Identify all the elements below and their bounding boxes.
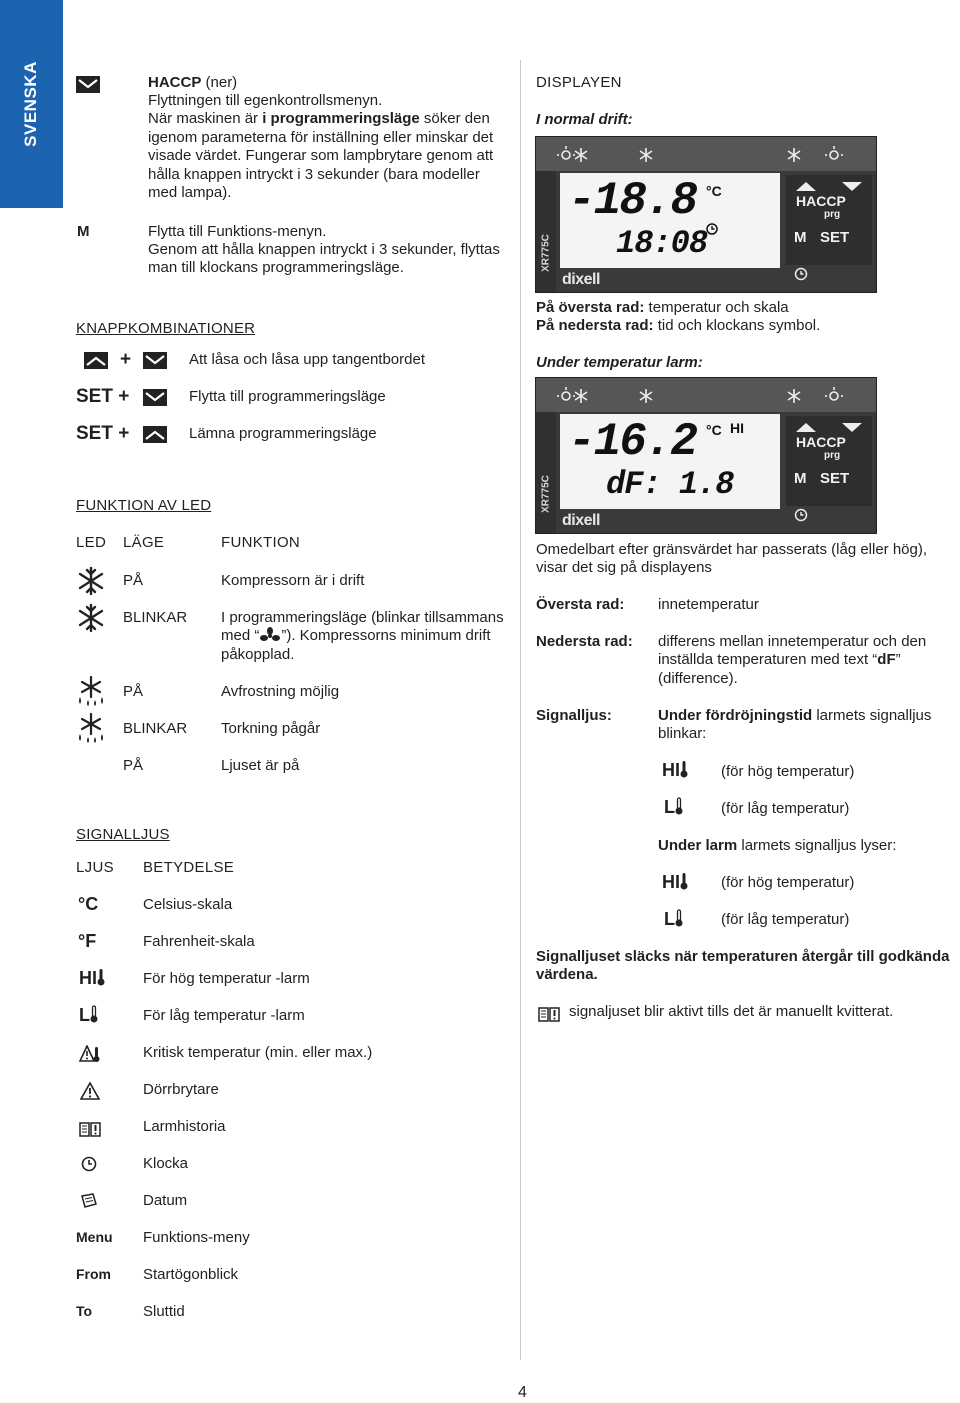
brand-logo: dixell bbox=[562, 512, 600, 529]
lcd-unit: °C bbox=[706, 422, 722, 438]
led-col-led: LED bbox=[76, 534, 107, 551]
delay-low: (för låg temperatur) bbox=[721, 800, 850, 817]
prg-label: prg bbox=[824, 209, 841, 220]
delay-line1: Under fördröjningstid larmets signalljus bbox=[658, 707, 932, 724]
to-icon: To bbox=[76, 1303, 93, 1319]
m-key-label: M bbox=[77, 223, 90, 240]
led-row2-func1: I programmeringsläge (blinkar tillsammans bbox=[221, 609, 504, 626]
keypad bbox=[786, 416, 872, 506]
thermometer-icon bbox=[680, 872, 688, 890]
signal-col-meaning: BETYDELSE bbox=[143, 859, 235, 876]
combo1-text: Att låsa och låsa upp tangentbordet bbox=[189, 351, 426, 368]
defrost-icon bbox=[76, 675, 106, 707]
thermometer-icon bbox=[675, 909, 683, 927]
combo1-plus: + bbox=[120, 349, 132, 370]
high-temp-icon: HI bbox=[662, 872, 688, 893]
calendar-icon bbox=[80, 1192, 98, 1208]
brand-logo: dixell bbox=[562, 271, 600, 288]
signal-row4: För låg temperatur -larm bbox=[143, 1007, 305, 1024]
prg-label: prg bbox=[824, 450, 841, 461]
desc-top: På översta rad: temperatur och skala bbox=[536, 299, 789, 316]
haccp-line1: Flyttningen till egenkontrollsmenyn. bbox=[148, 92, 383, 109]
haccp-line5: hålla knappen intryckt i 3 sekunder (bara modeller bbox=[148, 166, 480, 183]
led-row5-func: Ljuset är på bbox=[221, 757, 300, 774]
display-panel-normal bbox=[535, 136, 877, 293]
keypad bbox=[786, 175, 872, 265]
led-strip bbox=[536, 137, 876, 171]
lcd-screen bbox=[560, 173, 780, 268]
m-button[interactable]: M bbox=[794, 470, 807, 487]
led-indicators bbox=[556, 386, 876, 406]
set-button[interactable]: SET bbox=[820, 229, 850, 246]
led-row3-func: Avfrostning möjlig bbox=[221, 683, 340, 700]
signal-row2: Fahrenheit-skala bbox=[143, 933, 255, 950]
haccp-button[interactable]: HACCP bbox=[796, 434, 846, 450]
lcd-bottom-row: 18:08 bbox=[616, 225, 708, 262]
m-line1: Flytta till Funktions-menyn. bbox=[148, 223, 327, 240]
led-row2-mode: BLINKAR bbox=[123, 609, 188, 626]
off-line1: Signalljuset släcks när temperaturen återgår till godkända bbox=[536, 948, 950, 965]
led-row1-func: Kompressorn är i drift bbox=[221, 572, 365, 589]
delay-line2: blinkar: bbox=[658, 725, 707, 742]
arrow-keys[interactable] bbox=[792, 420, 868, 434]
signal-row7: Larmhistoria bbox=[143, 1118, 226, 1135]
signal-col-light: LJUS bbox=[76, 859, 114, 876]
signal-row9: Datum bbox=[143, 1192, 188, 1209]
signal-label: Signalljus: bbox=[536, 707, 612, 724]
led-row2-func3: påkopplad. bbox=[221, 646, 295, 663]
thermometer-icon bbox=[675, 797, 683, 815]
low-temp-icon: L bbox=[664, 909, 683, 930]
m-line3: man till klockans programmeringsläge. bbox=[148, 259, 404, 276]
book-text: signaljuset blir aktivt tills det är manuellt kvitterat. bbox=[569, 1003, 894, 1020]
book-icon bbox=[79, 1121, 101, 1137]
up-key-icon bbox=[84, 352, 108, 369]
fan-icon bbox=[259, 627, 281, 643]
haccp-line6: med lampa). bbox=[148, 184, 232, 201]
combo2-set: SET + bbox=[76, 386, 130, 407]
column-divider bbox=[520, 60, 521, 1360]
led-row2-func2: med “ ”). Kompressorns minimum drift bbox=[221, 627, 491, 644]
model-label: XR775C bbox=[540, 234, 552, 272]
signal-row3: För hög temperatur -larm bbox=[143, 970, 310, 987]
clock-icon bbox=[81, 1156, 97, 1172]
down-key-icon bbox=[76, 76, 100, 93]
signal-row6: Dörrbrytare bbox=[143, 1081, 219, 1098]
top-row-value: innetemperatur bbox=[658, 596, 759, 613]
display-header: DISPLAYEN bbox=[536, 74, 622, 91]
lcd-bottom-row: dF: 1.8 bbox=[606, 466, 734, 503]
warning-icon bbox=[80, 1082, 100, 1100]
alarm-low: (för låg temperatur) bbox=[721, 911, 850, 928]
haccp-line2: När maskinen är i programmeringsläge söker den bbox=[148, 110, 490, 127]
desc-bottom: På nedersta rad: tid och klockans symbol. bbox=[536, 317, 821, 334]
haccp-line4: visade värdet. Fungerar som lampbrytare genom att bbox=[148, 147, 494, 164]
alarm-label: Under temperatur larm: bbox=[536, 354, 703, 371]
down-key-icon bbox=[143, 352, 167, 369]
signal-row10: Funktions-meny bbox=[143, 1229, 250, 1246]
defrost-icon bbox=[76, 712, 106, 744]
display-panel-alarm bbox=[535, 377, 877, 534]
model-label: XR775C bbox=[540, 475, 552, 513]
set-button[interactable]: SET bbox=[820, 470, 850, 487]
signal-header: SIGNALLJUS bbox=[76, 826, 170, 843]
snowflake-icon bbox=[76, 603, 106, 633]
signal-row8: Klocka bbox=[143, 1155, 189, 1172]
led-row3-mode: PÅ bbox=[123, 683, 144, 700]
lcd-high-alarm: HI bbox=[730, 420, 744, 436]
after-line2: visar det sig på displayens bbox=[536, 559, 712, 576]
combos-header: KNAPPKOMBINATIONER bbox=[76, 320, 256, 337]
signal-row5: Kritisk temperatur (min. eller max.) bbox=[143, 1044, 373, 1061]
led-row4-func: Torkning pågår bbox=[221, 720, 321, 737]
lcd-top-row: -18.8 bbox=[568, 175, 697, 227]
bottom-row-label: Nedersta rad: bbox=[536, 633, 633, 650]
bottom-row-v3: (difference). bbox=[658, 670, 738, 687]
high-temp-icon: HI bbox=[79, 968, 105, 989]
led-row4-mode: BLINKAR bbox=[123, 720, 188, 737]
delay-high: (för hög temperatur) bbox=[721, 763, 855, 780]
language-tab bbox=[0, 0, 63, 208]
page-number: 4 bbox=[518, 1384, 527, 1401]
m-button[interactable]: M bbox=[794, 229, 807, 246]
low-temp-icon: L bbox=[664, 797, 683, 818]
thermometer-icon bbox=[97, 968, 105, 986]
led-row1-mode: PÅ bbox=[123, 572, 144, 589]
clock-button-icon[interactable] bbox=[794, 508, 808, 522]
led-indicators bbox=[556, 145, 876, 165]
signal-row11: Startögonblick bbox=[143, 1266, 239, 1283]
thermometer-icon bbox=[90, 1005, 98, 1023]
led-strip bbox=[536, 378, 876, 412]
critical-temp-icon bbox=[79, 1045, 101, 1063]
top-row-label: Översta rad: bbox=[536, 596, 625, 613]
lcd-top-row: -16.2 bbox=[568, 416, 697, 468]
signal-row1: Celsius-skala bbox=[143, 896, 233, 913]
high-temp-icon: HI bbox=[662, 760, 688, 781]
snowflake-icon bbox=[76, 566, 106, 596]
fahrenheit-icon: °F bbox=[78, 931, 97, 951]
down-key-icon bbox=[143, 389, 167, 406]
alarm-line: Under larm larmets signalljus lyser: bbox=[658, 837, 897, 854]
haccp-title: HACCP (ner) bbox=[148, 74, 238, 91]
arrow-keys[interactable] bbox=[792, 179, 868, 193]
led-header: FUNKTION AV LED bbox=[76, 497, 212, 514]
combo2-text: Flytta till programmeringsläge bbox=[189, 388, 386, 405]
signal-row12: Sluttid bbox=[143, 1303, 185, 1320]
up-key-icon bbox=[143, 426, 167, 443]
combo3-set: SET + bbox=[76, 423, 130, 444]
menu-icon: Menu bbox=[76, 1229, 113, 1245]
book-icon bbox=[538, 1006, 560, 1022]
led-col-function: FUNKTION bbox=[221, 534, 301, 551]
lcd-unit: °C bbox=[706, 183, 722, 199]
led-col-mode: LÄGE bbox=[123, 534, 165, 551]
lcd-screen bbox=[560, 414, 780, 509]
alarm-high: (för hög temperatur) bbox=[721, 874, 855, 891]
normal-label: I normal drift: bbox=[536, 111, 633, 128]
bottom-row-v1: differens mellan innetemperatur och den bbox=[658, 633, 927, 650]
led-row5-mode: PÅ bbox=[123, 757, 144, 774]
haccp-button[interactable]: HACCP bbox=[796, 193, 846, 209]
bottom-row-v2: inställda temperaturen med text “dF” bbox=[658, 651, 901, 668]
haccp-line3: igenom parameterna för inställning eller minskar det bbox=[148, 129, 494, 146]
low-temp-icon: L bbox=[79, 1005, 98, 1026]
celsius-icon: °C bbox=[78, 894, 99, 914]
off-line2: värdena. bbox=[536, 966, 598, 983]
after-line1: Omedelbart efter gränsvärdet har passerats (låg eller hög), bbox=[536, 541, 928, 558]
clock-icon bbox=[706, 223, 718, 235]
from-icon: From bbox=[76, 1266, 111, 1282]
clock-button-icon[interactable] bbox=[794, 267, 808, 281]
combo3-text: Lämna programmeringsläge bbox=[189, 425, 377, 442]
thermometer-icon bbox=[680, 760, 688, 778]
language-tab-label: SVENSKA bbox=[21, 61, 40, 147]
m-line2: Genom att hålla knappen intryckt i 3 sekunder, flyttas bbox=[148, 241, 500, 258]
